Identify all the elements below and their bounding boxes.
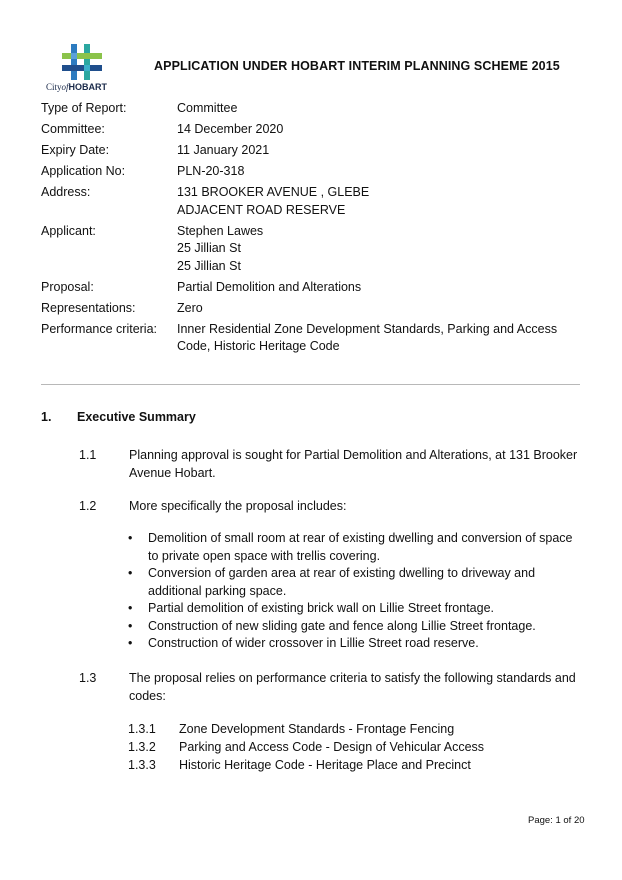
paragraph-number: 1.3 xyxy=(79,671,97,685)
detail-row-representations xyxy=(41,300,581,318)
detail-row-expiry-date xyxy=(41,142,581,160)
list-item: • Construction of wider crossover in Lillie Street road reserve. xyxy=(128,635,582,653)
list-item: • Partial demolition of existing brick wall on Lillie Street frontage. xyxy=(128,600,582,618)
detail-value: Inner Residential Zone Development Standards, Parking and Access Code, Historic Heritage Code xyxy=(177,321,558,353)
list-item: • Demolition of small room at rear of existing dwelling and conversion of space to private open space with trellis covering. xyxy=(128,530,582,565)
detail-value: Committee xyxy=(177,101,238,115)
city-of-hobart-logo xyxy=(44,44,120,96)
detail-value: 14 December 2020 xyxy=(177,122,284,136)
detail-label: Application No: xyxy=(41,164,126,178)
list-item: • Conversion of garden area at rear of existing dwelling to driveway and additional parking space. xyxy=(128,565,582,600)
page-title: APPLICATION UNDER HOBART INTERIM PLANNING SCHEME 2015 xyxy=(154,59,560,73)
list-item xyxy=(128,720,484,738)
detail-label: Committee: xyxy=(41,122,105,136)
proposal-bullet-list xyxy=(128,530,582,653)
subitem-number: 1.3.1 xyxy=(128,722,156,736)
detail-label: Type of Report: xyxy=(41,101,127,115)
paragraph-number: 1.2 xyxy=(79,499,97,513)
subitem-text: Zone Development Standards - Frontage Fencing xyxy=(179,722,455,736)
subitem-text: Historic Heritage Code - Heritage Place and Precinct xyxy=(179,758,471,772)
detail-value: Partial Demolition and Alterations xyxy=(177,279,362,294)
detail-row-type-of-report xyxy=(41,100,581,118)
detail-row-performance-criteria xyxy=(41,321,581,356)
list-item: • Construction of new sliding gate and fence along Lillie Street frontage. xyxy=(128,618,582,636)
detail-label: Applicant: xyxy=(41,223,96,238)
section-title: Executive Summary xyxy=(77,410,196,424)
detail-label: Expiry Date: xyxy=(41,143,110,157)
detail-value: 11 January 2021 xyxy=(177,143,270,157)
section-heading xyxy=(41,408,196,426)
paragraph-text: More specifically the proposal includes: xyxy=(129,499,347,513)
page-number: Page: 1 of 20 xyxy=(528,815,585,826)
detail-row-address xyxy=(41,184,581,219)
detail-label: Proposal: xyxy=(41,279,94,294)
paragraph-number: 1.1 xyxy=(79,448,97,462)
logo-wordmark: CityofHOBART xyxy=(46,82,108,92)
detail-label: Performance criteria: xyxy=(41,321,158,336)
paragraph-1-3 xyxy=(79,669,581,705)
detail-row-application-no xyxy=(41,163,581,181)
paragraph-text: Planning approval is sought for Partial Demolition and Alterations, at 131 Brooker Avenue Hobart. xyxy=(129,448,578,480)
application-details xyxy=(41,100,581,359)
section-number: 1. xyxy=(41,410,52,424)
standards-list xyxy=(128,720,484,774)
subitem-text: Parking and Access Code - Design of Vehicular Access xyxy=(179,740,485,754)
section-divider xyxy=(41,384,580,385)
detail-label: Address: xyxy=(41,185,91,199)
paragraph-1-1 xyxy=(79,446,581,482)
hobart-emblem-icon xyxy=(62,44,102,80)
detail-value: 131 BROOKER AVENUE , GLEBE ADJACENT ROAD RESERVE xyxy=(177,185,370,217)
subitem-number: 1.3.2 xyxy=(128,740,156,754)
subitem-number: 1.3.3 xyxy=(128,758,156,772)
list-item xyxy=(128,738,484,756)
detail-row-applicant xyxy=(41,223,581,276)
detail-row-proposal xyxy=(41,279,581,297)
paragraph-text: The proposal relies on performance criteria to satisfy the following standards and codes: xyxy=(129,671,576,703)
detail-value: PLN-20-318 xyxy=(177,164,245,178)
paragraph-1-2 xyxy=(79,497,581,515)
list-item xyxy=(128,756,484,774)
detail-value: Zero xyxy=(177,300,203,315)
detail-row-committee xyxy=(41,121,581,139)
detail-label: Representations: xyxy=(41,300,136,315)
detail-value: Stephen Lawes 25 Jillian St 25 Jillian St xyxy=(177,223,264,273)
